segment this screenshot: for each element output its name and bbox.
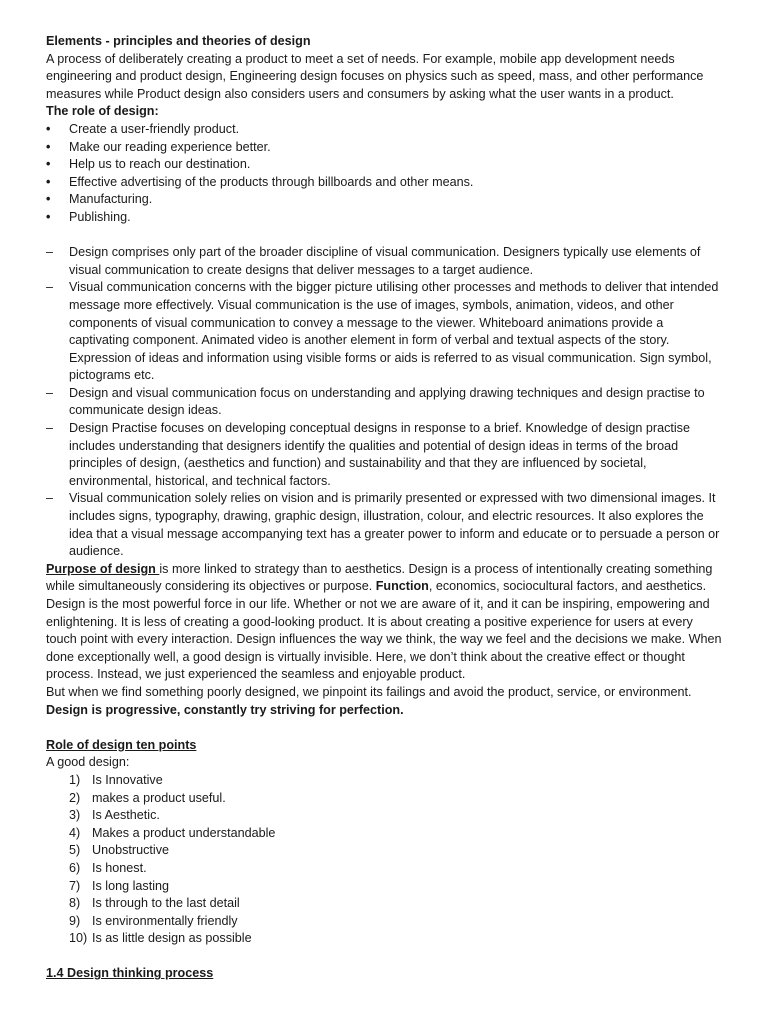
- list-number: 3): [69, 808, 81, 823]
- list-item-text: Is Innovative: [92, 772, 163, 787]
- list-item-text: Design and visual communication focus on understanding and applying drawing techniques and design practise to communicate design ideas.: [69, 385, 705, 418]
- dash-icon: –: [46, 491, 54, 506]
- list-item: [46, 121, 726, 139]
- list-item: [46, 209, 726, 227]
- role-heading: The role of design:: [46, 104, 159, 119]
- purpose-text-1: is more linked to strategy than to aesthetics. Design is a process of intentionally creating something while simultaneously considering its objectives or purpose.: [46, 561, 713, 594]
- list-item-text: Help us to reach our destination.: [69, 157, 251, 172]
- list-number: 2): [69, 790, 81, 805]
- list-item-text: Manufacturing.: [69, 192, 153, 207]
- list-number: 7): [69, 878, 81, 893]
- list-item-text: Is honest.: [92, 860, 147, 875]
- purpose-paragraph: [46, 561, 726, 684]
- ten-points-lead: A good design:: [46, 755, 130, 770]
- list-item: [46, 913, 726, 931]
- purpose-label: Purpose of design: [46, 561, 160, 576]
- list-item-text: Unobstructive: [92, 843, 169, 858]
- list-item-text: Publishing.: [69, 209, 131, 224]
- dash-icon: –: [46, 245, 54, 260]
- list-item: [46, 191, 726, 209]
- dash-icon: –: [46, 280, 54, 295]
- dash-icon: –: [46, 421, 54, 436]
- page-title: Elements - principles and theories of design: [46, 34, 311, 48]
- list-item-text: makes a product useful.: [92, 790, 226, 805]
- list-item: [46, 139, 726, 157]
- list-item-text: Is long lasting: [92, 878, 170, 893]
- bullet-icon: •: [46, 139, 51, 154]
- ten-points-heading: Role of design ten points: [46, 737, 197, 752]
- list-item: [46, 790, 726, 808]
- list-item: [46, 385, 726, 420]
- purpose-closing: Design is progressive, constantly try striving for perfection.: [46, 702, 404, 717]
- list-number: 9): [69, 913, 81, 928]
- list-item-text: Is through to the last detail: [92, 896, 240, 911]
- dash-icon: –: [46, 385, 54, 400]
- list-item: [46, 772, 726, 790]
- list-item-text: Design Practise focuses on developing conceptual designs in response to a brief. Knowledge of design practise includes understanding that designers identify the qualities and potential of design ideas in terms of the broad principles of design, (aesthetics and function) and sustainability and that they are influenced by societal, environmental, historical, and technical factors.: [69, 421, 690, 488]
- list-item-text: Make our reading experience better.: [69, 139, 271, 154]
- list-number: 10): [69, 931, 88, 946]
- list-item-text: Is as little design as possible: [92, 931, 252, 946]
- list-item-text: Is Aesthetic.: [92, 808, 160, 823]
- list-item: [46, 174, 726, 192]
- list-item-text: Create a user-friendly product.: [69, 121, 240, 136]
- list-item: [46, 842, 726, 860]
- next-section-heading: 1.4 Design thinking process: [46, 966, 214, 981]
- list-item: [46, 825, 726, 843]
- list-item: [46, 244, 726, 279]
- list-item: [46, 895, 726, 913]
- bullet-icon: •: [46, 121, 51, 136]
- purpose-paragraph-2: But when we find something poorly designed, we pinpoint its failings and avoid the product, service, or environment.: [46, 684, 692, 699]
- list-item: [46, 490, 726, 560]
- bullet-icon: •: [46, 174, 51, 189]
- list-item: [46, 807, 726, 825]
- list-item-text: Visual communication concerns with the bigger picture utilising other processes and methods to deliver that intended message more effectively. Visual communication is the use of images, symbols, animation, videos, and other components of visual communication to convey a message to the viewer. Whiteboard animations provide a captivating component. Animated video is another element in form of verbal and textual aspects of the story. Expression of ideas and information using visible forms or aids is referred to as visual communication. Sign symbol, pictograms etc.: [69, 280, 719, 383]
- ten-points-list: [46, 772, 726, 948]
- list-item-text: Visual communication solely relies on vision and is primarily presented or expressed with two dimensional images. It includes signs, typography, drawing, graphic design, illustration, colour, and electric resources. It also explores the idea that a visual message accompanying text has a greater power to inform and educate or to persuade a person or audience.: [69, 491, 720, 559]
- list-item-text: Design comprises only part of the broader discipline of visual communication. Designers typically use elements of visual communication to create designs that deliver messages to a target audience.: [69, 245, 701, 277]
- bullet-icon: •: [46, 157, 51, 172]
- list-item: [46, 878, 726, 896]
- spacer: [46, 227, 726, 245]
- list-item-text: Effective advertising of the products through billboards and other means.: [69, 174, 474, 189]
- list-item: [46, 156, 726, 174]
- list-item: [46, 930, 726, 948]
- list-number: 8): [69, 896, 81, 911]
- dash-list: [46, 244, 726, 561]
- function-keyword: Function: [375, 579, 429, 594]
- list-number: 1): [69, 772, 81, 787]
- intro-paragraph: A process of deliberately creating a product to meet a set of needs. For example, mobile app development needs engineering and product design, Engineering design focuses on physics such as speed, mass, and other performance measures while Product design also considers users and consumers by asking what the user wants in a product.: [46, 51, 704, 101]
- spacer: [46, 948, 726, 966]
- list-number: 5): [69, 843, 81, 858]
- list-item-text: Is environmentally friendly: [92, 913, 238, 928]
- list-item-text: Makes a product understandable: [92, 825, 276, 840]
- list-item: [46, 860, 726, 878]
- document-page: [46, 33, 726, 983]
- role-bullet-list: [46, 121, 726, 227]
- purpose-text-2: , economics, sociocultural factors, and aesthetics. Design is the most powerful force in our life. Whether or not we are aware of it, and it can be inspiring, empowering and enlightening. It is less of creating a good-looking product. It is about creating a positive experience for users at every touch point with every interaction. Design influences the way we think, the way we feel and the decisions we make. When done exceptionally well, a good design is virtually invisible. Here, we don’t think about the creative effect or thought process. Instead, we just experienced the seamless and enjoyable product.: [46, 579, 722, 682]
- bullet-icon: •: [46, 209, 51, 224]
- list-item: [46, 279, 726, 385]
- list-number: 6): [69, 860, 81, 875]
- bullet-icon: •: [46, 192, 51, 207]
- list-number: 4): [69, 825, 81, 840]
- spacer: [46, 719, 726, 737]
- list-item: [46, 420, 726, 490]
